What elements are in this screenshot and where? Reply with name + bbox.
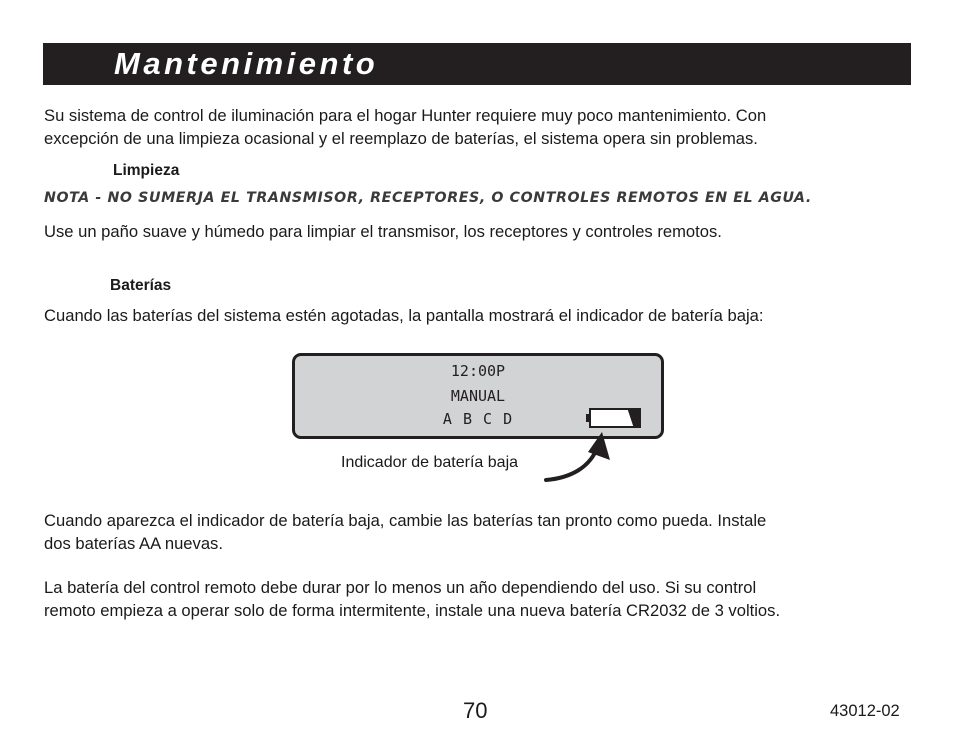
intro-line-1: Su sistema de control de iluminación para el hogar Hunter requiere muy poco mantenimiento. Con xyxy=(44,106,767,125)
cleaning-heading: Limpieza xyxy=(113,162,180,179)
document-code: 43012-02 xyxy=(830,702,900,720)
batteries-heading: Baterías xyxy=(110,277,172,294)
indicator-arrow-icon xyxy=(540,430,620,490)
low-battery-icon xyxy=(586,408,642,428)
title-bar xyxy=(43,43,911,85)
replace-line-2: dos baterías AA nuevas. xyxy=(44,534,223,553)
lcd-mode: MANUAL xyxy=(450,387,506,405)
lcd-time: 12:00P xyxy=(450,362,506,380)
page-number: 70 xyxy=(463,698,488,723)
replace-line-1: Cuando aparezca el indicador de batería baja, cambie las baterías tan pronto como pueda. Instale xyxy=(44,511,767,530)
page-title: Mantenimiento xyxy=(114,46,379,81)
cleaning-note: NOTA - NO SUMERJA EL TRANSMISOR, RECEPTORES, O CONTROLES REMOTOS EN EL AGUA. xyxy=(44,190,812,206)
lcd-channels: A B C D xyxy=(442,410,514,428)
batteries-body: Cuando las baterías del sistema estén agotadas, la pantalla mostrará el indicador de batería baja: xyxy=(44,306,764,325)
remote-line-2: remoto empieza a operar solo de forma intermitente, instale una nueva batería CR2032 de 3 voltios. xyxy=(44,601,781,620)
battery-indicator-caption: Indicador de batería baja xyxy=(341,454,519,471)
remote-line-1: La batería del control remoto debe durar por lo menos un año dependiendo del uso. Si su control xyxy=(44,578,757,597)
lcd-display xyxy=(292,353,664,439)
intro-line-2: excepción de una limpieza ocasional y el reemplazo de baterías, el sistema opera sin problemas. xyxy=(44,129,758,148)
cleaning-body: Use un paño suave y húmedo para limpiar el transmisor, los receptores y controles remotos. xyxy=(44,222,722,241)
